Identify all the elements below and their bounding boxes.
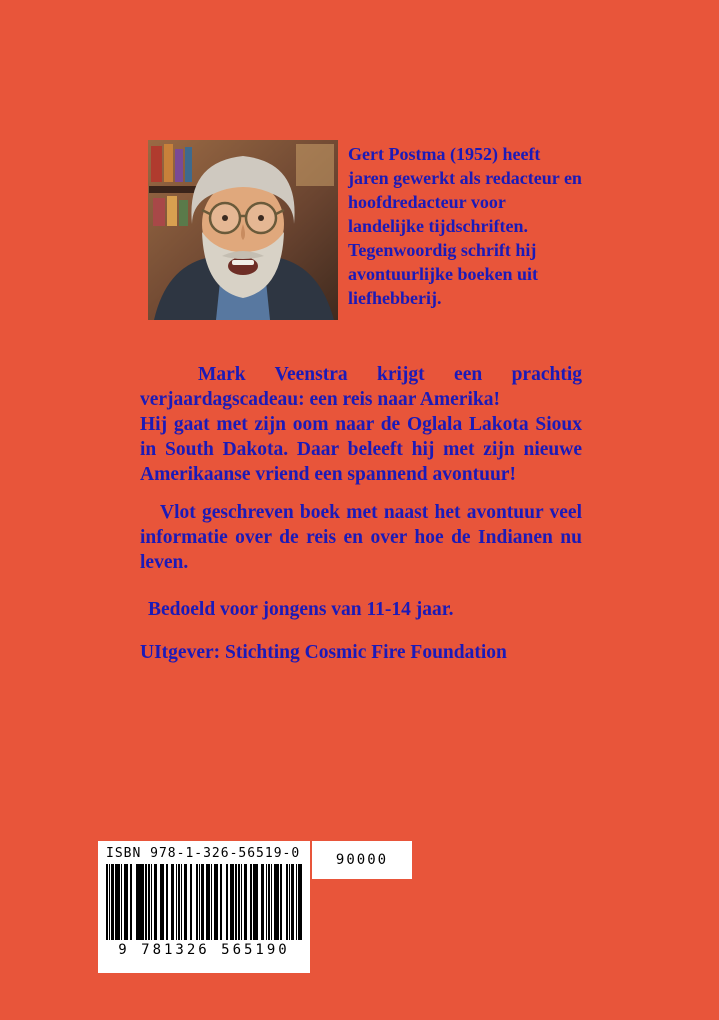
barcode-bars bbox=[106, 864, 302, 940]
author-portrait-image bbox=[148, 140, 338, 320]
barcode-price-addon bbox=[312, 841, 412, 879]
barcode-area bbox=[98, 841, 412, 973]
author-bio: Gert Postma (1952) heeft jaren gewerkt als redacteur en hoofdredacteur voor landelijke tijdschriften. Tegenwoordig schrift hij avontuurlijke boeken uit liefhebberij. bbox=[348, 144, 582, 308]
author-photo bbox=[148, 140, 338, 320]
barcode-digits: 9 781326 565190 bbox=[118, 942, 290, 958]
barcode-box bbox=[98, 841, 310, 973]
blurb-p1-line2: Hij gaat met zijn oom naar de Oglala Lakota Sioux in South Dakota. Daar beleeft hij met zijn nieuwe Amerikaanse vriend een spannend avontuur! bbox=[140, 414, 582, 485]
blurb-p1-line1: Mark Veenstra krijgt een prachtig verjaardagscadeau: een reis naar Amerika! bbox=[140, 364, 582, 410]
isbn-label: ISBN 978-1-326-56519-0 bbox=[106, 846, 301, 861]
blurb-paragraph-3: Bedoeld voor jongens van 11-14 jaar. bbox=[148, 599, 454, 620]
blurb-paragraph-1 bbox=[140, 362, 582, 487]
publisher-line: UItgever: Stichting Cosmic Fire Foundation bbox=[140, 642, 507, 663]
blurb-paragraph-2: Vlot geschreven boek met naast het avontuur veel informatie over de reis en over hoe de Indianen nu leven. bbox=[140, 502, 582, 573]
blurb bbox=[140, 362, 582, 665]
author-section bbox=[148, 140, 582, 320]
price-code: 90000 bbox=[335, 852, 389, 868]
